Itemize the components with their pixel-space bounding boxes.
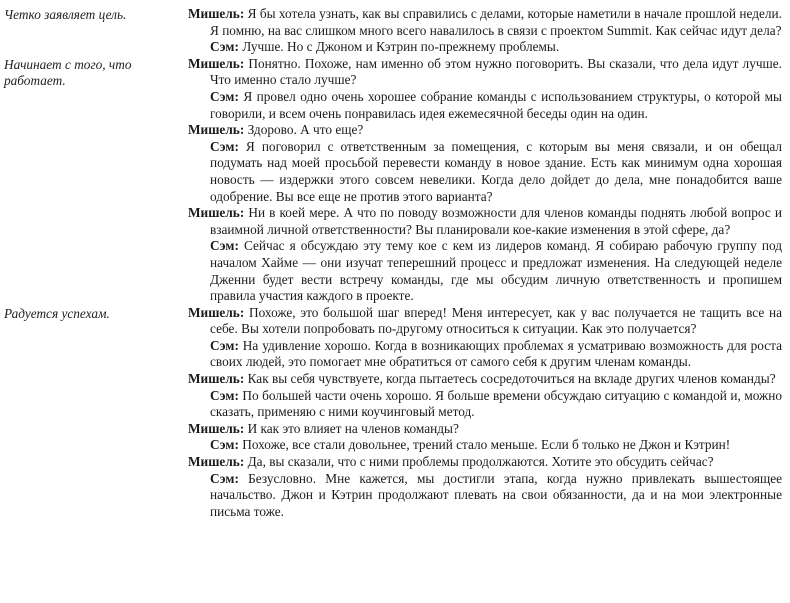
- dialogue-paragraph: [210, 238, 782, 304]
- speaker-label: Сэм:: [210, 437, 239, 453]
- speaker-label: Сэм:: [210, 138, 239, 154]
- dialogue-paragraph: [4, 304, 783, 338]
- dialogue-text: Ни в коей мере. А что по поводу возможности для членов команды поднять любой вопрос и взаимной личной ответственности? Вы планировали кое-какие изменения в этой сфере, да?: [210, 205, 782, 237]
- speaker-label: Мишель:: [188, 55, 245, 71]
- dialogue-text: Сейчас я обсуждаю эту тему кое с кем из лидеров команд. Я собираю рабочую группу под началом Хайме — они изучат теперешний процесс и предложат изменения. На следующей неделе Дженни будет вести встречу команды, где мы обсудим личную ответственность и пропишем правила участия каждого в проекте.: [210, 238, 782, 304]
- dialogue-paragraph: [188, 420, 782, 438]
- dialogue-paragraph: [188, 371, 782, 388]
- dialogue-paragraph: [188, 122, 782, 139]
- dialogue-paragraph: [210, 39, 782, 56]
- speaker-label: Мишель:: [188, 122, 245, 138]
- dialogue-transcript: [4, 6, 783, 520]
- dialogue-text: Как вы себя чувствуете, когда пытаетесь сосредоточиться на вкладе других членов команды?: [247, 371, 776, 387]
- dialogue-text: Я бы хотела узнать, как вы справились с делами, которые наметили в начале прошлой недели. Я помню, на вас слишком много всего навалилось в связи с проектом Summit. Как сейчас идут дела?: [210, 6, 782, 38]
- speaker-label: Сэм:: [210, 337, 239, 353]
- dialogue-paragraph: [188, 205, 782, 238]
- dialogue-paragraph: [188, 454, 782, 471]
- dialogue-text: На удивление хорошо. Когда в возникающих проблемах я усматриваю возможность для роста своих людей, это помогает мне обратиться от самого себя к другим членам команды.: [210, 337, 782, 370]
- dialogue-paragraph: [210, 139, 782, 205]
- margin-note: Четко заявляет цель.: [4, 7, 127, 22]
- speaker-label: Мишель:: [188, 205, 245, 221]
- speaker-label: Мишель:: [188, 371, 245, 387]
- dialogue-text: Да, вы сказали, что с ними проблемы продолжаются. Хотите это обсудить сейчас?: [247, 454, 714, 470]
- dialogue-paragraph: [4, 6, 782, 39]
- dialogue-text: По большей части очень хорошо. Я больше времени обсуждаю ситуацию с командой и, можно сказать, применяю с ними коучинговый метод.: [210, 387, 782, 420]
- speaker-label: Сэм:: [210, 238, 239, 254]
- margin-note: Начинает с того, что работает.: [4, 56, 132, 88]
- speaker-label: Сэм:: [210, 387, 239, 403]
- dialogue-text: Понятно. Похоже, нам именно об этом нужно поговорить. Вы сказали, что дела идут лучше. Что именно стало лучше?: [210, 55, 782, 88]
- speaker-label: Сэм:: [210, 470, 239, 486]
- speaker-label: Мишель:: [188, 420, 245, 436]
- speaker-label: Мишель:: [188, 304, 245, 320]
- dialogue-text: И как это влияет на членов команды?: [247, 420, 459, 436]
- dialogue-paragraph: [210, 89, 782, 122]
- dialogue-text: Безусловно. Мне кажется, мы достигли этапа, когда нужно привлекать вышестоящее начальство. Джон и Кэтрин продолжают плевать на свои обязанности, да и на мои электронные письма тоже.: [210, 470, 782, 519]
- dialogue-text: Похоже, это большой шаг вперед! Меня интересует, как у вас получается не тащить все на себе. Вы хотели попробовать по-другому относиться к ситуации. Как это получается?: [210, 304, 783, 337]
- dialogue-paragraph: [210, 437, 782, 454]
- speaker-label: Сэм:: [210, 88, 239, 104]
- dialogue-paragraph: [4, 55, 782, 89]
- speaker-label: Мишель:: [188, 6, 245, 21]
- dialogue-text: Я поговорил с ответственным за помещения, с которым вы меня связали, и он обещал подумать над моей просьбой перевести команду в новое здание. Есть как минимум одна хорошая новость — издержки этого совсем невелики. Когда дело дойдет до дела, мне понадобится ваше одобрение. Вы все еще не против этого варианта?: [210, 138, 782, 204]
- dialogue-paragraph: [210, 388, 782, 421]
- speaker-label: Мишель:: [188, 454, 245, 470]
- speaker-label: Сэм:: [210, 39, 239, 55]
- dialogue-text: Лучше. Но с Джоном и Кэтрин по-прежнему проблемы.: [242, 39, 560, 55]
- dialogue-text: Я провел одно очень хорошее собрание команды с использованием структуры, о которой мы говорили, и всем очень понравилась идея ежемесячной беседы один на один.: [210, 88, 782, 121]
- margin-note: Радуется успехам.: [4, 305, 110, 321]
- dialogue-text: Здорово. А что еще?: [247, 122, 364, 138]
- dialogue-paragraph: [210, 338, 782, 371]
- dialogue-text: Похоже, все стали довольнее, трений стало меньше. Если б только не Джон и Кэтрин!: [242, 437, 731, 453]
- dialogue-paragraph: [210, 471, 782, 521]
